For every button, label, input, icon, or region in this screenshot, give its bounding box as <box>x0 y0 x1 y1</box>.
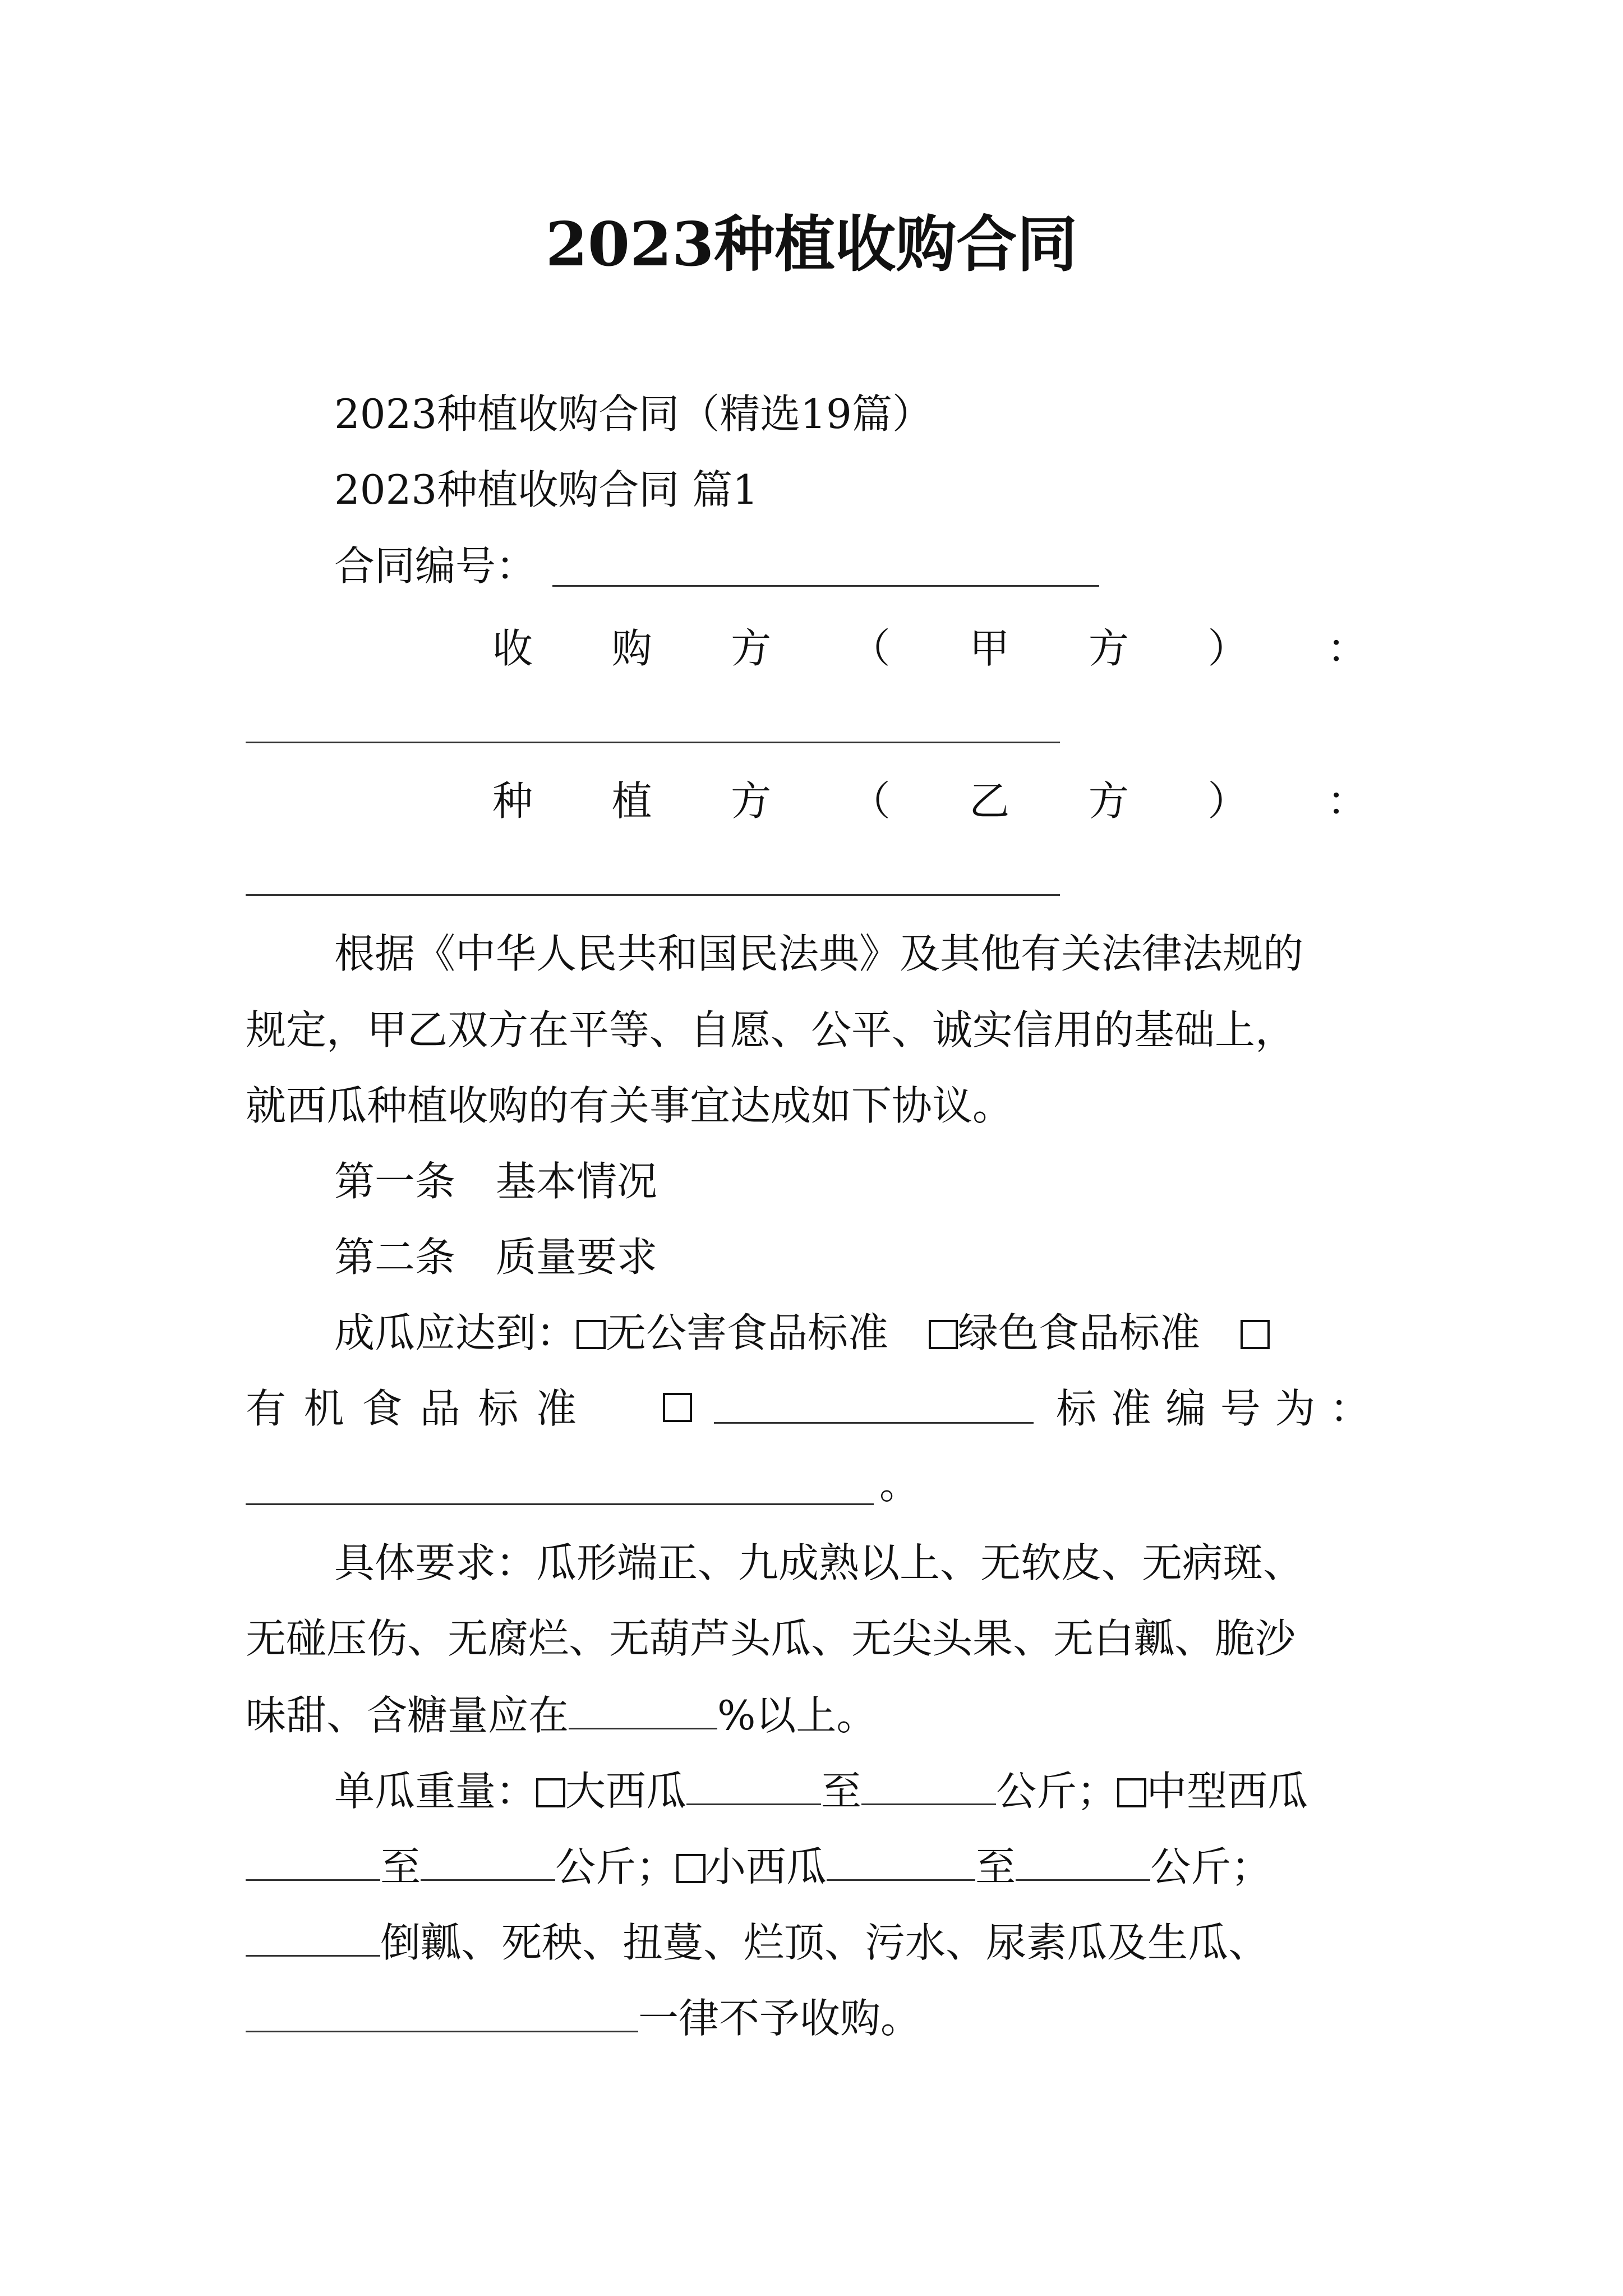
standard-number-char: 标 <box>1056 1385 1097 1432</box>
standard-number-blank[interactable] <box>246 1503 874 1505</box>
quality-standard-line-1 <box>334 1309 1270 1356</box>
preamble-line-3: 就西瓜种植收购的有关事宜达成如下协议。 <box>246 1082 1013 1129</box>
grower-char: 植 <box>611 777 652 825</box>
large-melon-to: 至 <box>821 1768 862 1815</box>
buyer-char: 方 <box>731 625 772 672</box>
contract-number-label: 合同编号： <box>334 542 537 590</box>
small-melon-unit: 公斤； <box>1150 1843 1272 1890</box>
buyer-char: ） <box>1207 625 1248 672</box>
checkbox-medium-melon[interactable] <box>1117 1778 1146 1807</box>
small-melon-max-blank[interactable] <box>1016 1846 1150 1881</box>
rejection-conclusion: 一律不予收购。 <box>638 1995 921 2042</box>
grower-char: 种 <box>492 777 533 825</box>
requirements-line-1: 具体要求：瓜形端正、九成熟以上、无软皮、无病斑、 <box>334 1539 1304 1586</box>
buyer-line <box>492 625 1367 672</box>
organic-label <box>246 1385 577 1432</box>
organic-char: 有 <box>246 1385 287 1432</box>
article-1-heading: 第一条 基本情况 <box>334 1158 658 1205</box>
document-title: 2023种植收购合同 <box>545 209 1078 280</box>
grower-char: （ <box>850 777 891 825</box>
buyer-blank[interactable] <box>246 742 1060 743</box>
grower-char: 乙 <box>969 777 1010 825</box>
sugar-content-blank[interactable] <box>569 1694 717 1729</box>
large-melon-label: 大西瓜 <box>565 1768 687 1815</box>
buyer-char: 购 <box>611 625 652 672</box>
article-2-heading: 第二条 质量要求 <box>334 1234 658 1281</box>
grower-char: ： <box>1326 777 1367 825</box>
organic-char: 食 <box>362 1385 403 1432</box>
large-melon-max-blank[interactable] <box>861 1770 996 1805</box>
grower-char: ） <box>1207 777 1248 825</box>
requirements-line-2: 无碰压伤、无腐烂、无葫芦头瓜、无尖头果、无白瓤、脆沙 <box>246 1615 1296 1662</box>
organic-char: 品 <box>419 1385 460 1432</box>
weight-line-2 <box>246 1843 1272 1890</box>
buyer-char: （ <box>850 625 891 672</box>
sugar-content-label: 味甜、含糖量应在 <box>246 1692 569 1739</box>
standard-number-char: 准 <box>1110 1385 1151 1432</box>
large-melon-min-blank[interactable] <box>686 1770 821 1805</box>
rejection-list: 倒瓤、死秧、扭蔓、烂顶、污水、尿素瓜及生瓜、 <box>380 1919 1269 1966</box>
medium-melon-label: 中型西瓜 <box>1146 1768 1308 1815</box>
medium-melon-unit: 公斤； <box>555 1843 677 1890</box>
grower-line <box>492 777 1367 825</box>
standard-number-char: ： <box>1329 1385 1370 1432</box>
medium-melon-to: 至 <box>380 1843 421 1890</box>
sugar-content-suffix: %以上。 <box>717 1692 877 1739</box>
standard-number-label <box>1056 1385 1370 1432</box>
grower-char: 方 <box>1088 777 1129 825</box>
buyer-char: 甲 <box>969 625 1010 672</box>
option-green-food: 绿色食品标准 <box>958 1309 1201 1356</box>
preamble-line-2: 规定，甲乙双方在平等、自愿、公平、诚实信用的基础上， <box>246 1006 1296 1053</box>
standard-number-char: 为 <box>1275 1385 1316 1432</box>
rejection-blank-1[interactable] <box>246 1921 380 1957</box>
rejection-line-2 <box>246 1995 921 2042</box>
organic-char: 准 <box>536 1385 577 1432</box>
small-melon-min-blank[interactable] <box>827 1846 975 1881</box>
buyer-char: 收 <box>492 625 533 672</box>
checkbox-other-standard[interactable] <box>663 1393 692 1422</box>
medium-melon-max-blank[interactable] <box>421 1846 555 1881</box>
option-pollution-free: 无公害食品标准 <box>606 1309 889 1356</box>
medium-melon-min-blank[interactable] <box>246 1846 380 1881</box>
rejection-line-1 <box>246 1919 1269 1966</box>
buyer-char: ： <box>1326 625 1367 672</box>
large-melon-unit: 公斤； <box>996 1768 1118 1815</box>
other-standard-blank[interactable] <box>714 1388 1034 1424</box>
standard-number-char: 编 <box>1165 1385 1206 1432</box>
requirements-line-3 <box>246 1692 877 1739</box>
quality-standard-label: 成瓜应达到： <box>334 1309 577 1356</box>
weight-label: 单瓜重量： <box>334 1768 537 1815</box>
grower-char: 方 <box>731 777 772 825</box>
small-melon-label: 小西瓜 <box>706 1843 827 1890</box>
organic-char: 标 <box>478 1385 519 1432</box>
weight-line-1 <box>334 1768 1308 1815</box>
small-melon-to: 至 <box>975 1843 1016 1890</box>
checkbox-green-food[interactable] <box>929 1320 958 1349</box>
checkbox-organic-food[interactable] <box>1241 1320 1270 1349</box>
part-heading: 2023种植收购合同 篇1 <box>334 466 758 513</box>
standard-number-char: 号 <box>1220 1385 1261 1432</box>
organic-char: 机 <box>303 1385 344 1432</box>
rejection-blank-2[interactable] <box>246 1997 638 2032</box>
grower-blank[interactable] <box>246 894 1060 896</box>
checkbox-pollution-free[interactable] <box>577 1320 606 1349</box>
contract-number-blank[interactable] <box>552 585 1099 587</box>
standard-number-period: 。 <box>879 1461 920 1508</box>
preamble-line-1: 根据《中华人民共和国民法典》及其他有关法律法规的 <box>334 930 1304 977</box>
checkbox-large-melon[interactable] <box>536 1778 565 1807</box>
checkbox-small-melon[interactable] <box>676 1854 706 1883</box>
document-subtitle: 2023种植收购合同（精选19篇） <box>334 390 933 438</box>
buyer-char: 方 <box>1088 625 1129 672</box>
